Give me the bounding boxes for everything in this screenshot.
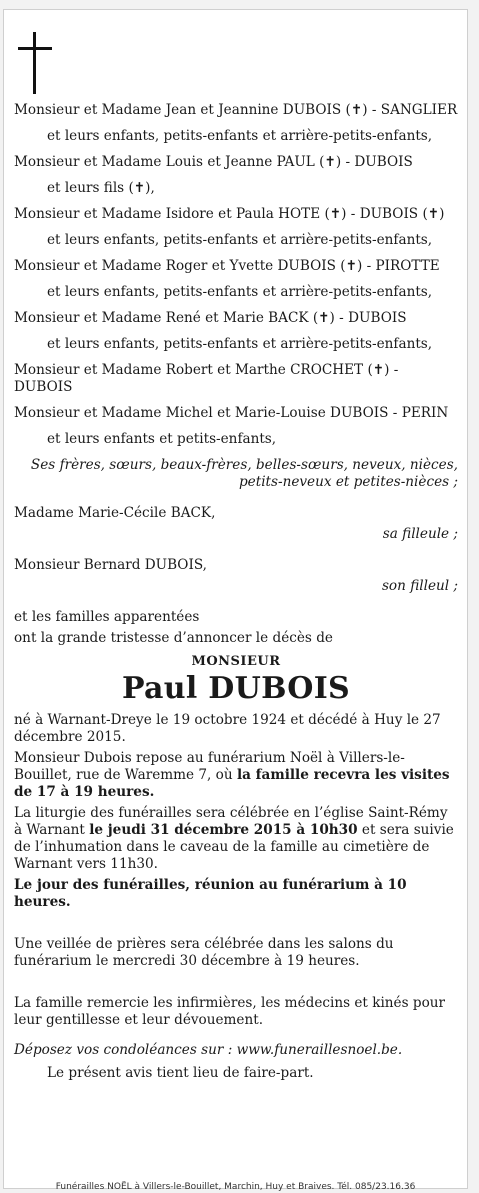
notice-line: Le présent avis tient lieu de faire-part. (47, 1065, 314, 1081)
birth-death-line: né à Warnant-Dreye le 19 octobre 1924 et décédé à Huy le 27 décembre 2015. (14, 712, 441, 745)
godchild-role: sa filleule ; (382, 526, 458, 542)
godchild-name: Madame Marie-Cécile BACK, (14, 505, 216, 521)
family-line: et leurs enfants, petits-enfants et arrière-petits-enfants, (47, 232, 433, 248)
family-line: Monsieur et Madame René et Marie BACK (✝) - DUBOIS (14, 310, 407, 326)
family-line: et leurs fils (✝), (47, 180, 155, 196)
family-line: Monsieur et Madame Louis et Jeanne PAUL (✝) - DUBOIS (14, 154, 413, 170)
liturgy-text: La liturgie des funérailles sera célébrée en l’église Saint-Rémy à Warnant (14, 805, 448, 838)
obituary-card (3, 9, 468, 1192)
family-line: Monsieur et Madame Robert et Marthe CROCHET (✝) - DUBOIS (14, 362, 399, 395)
siblings-line: Ses frères, sœurs, beaux-frères, belles-sœurs, neveux, nièces, petits-neveux et petites-nièces ; (30, 457, 458, 490)
announce-line: ont la grande tristesse d’annoncer le décès de (14, 630, 333, 646)
family-line: Monsieur et Madame Isidore et Paula HOTE (✝) - DUBOIS (✝) (14, 206, 445, 222)
family-line: et leurs enfants, petits-enfants et arrière-petits-enfants, (47, 128, 433, 144)
liturgy-paragraph (14, 805, 458, 873)
godchild-name: Monsieur Bernard DUBOIS, (14, 557, 207, 573)
godchild-role: son filleul ; (381, 578, 458, 594)
repose-text: Monsieur Dubois repose au funérarium Noël à Villers-le-Bouillet, rue de Waremme 7, où (14, 750, 405, 783)
deceased-name: Paul DUBOIS (121, 671, 351, 706)
family-line: et leurs enfants, petits-enfants et arrière-petits-enfants, (47, 336, 433, 352)
liturgy-date: le jeudi 31 décembre 2015 à 10h30 (89, 822, 358, 838)
honorific: MONSIEUR (191, 654, 281, 669)
cross-icon (18, 32, 52, 94)
condolences-line: Déposez vos condoléances sur : www.funeraillesnoel.be. (14, 1042, 403, 1058)
obituary-text (14, 102, 458, 1091)
family-line: et leurs enfants et petits-enfants, (47, 431, 277, 447)
family-line: Monsieur et Madame Roger et Yvette DUBOIS (✝) - PIROTTE (14, 258, 440, 274)
family-line: Monsieur et Madame Michel et Marie-Louise DUBOIS - PERIN (14, 405, 449, 421)
thanks-paragraph: La famille remercie les infirmières, les médecins et kinés pour leur gentillesse et leur dévouement. (14, 995, 446, 1028)
funeral-home-footer: Funérailles NOËL à Villers-le-Bouillet, Marchin, Huy et Braives. Tél. 085/23.16.36 (55, 1182, 416, 1192)
visits-text: la famille recevra les visites de 17 à 19 heures. (14, 767, 450, 800)
announce-line: et les familles apparentées (14, 609, 200, 625)
family-line: Monsieur et Madame Jean et Jeannine DUBOIS (✝) - SANGLIER (14, 102, 458, 118)
family-line: et leurs enfants, petits-enfants et arrière-petits-enfants, (47, 284, 433, 300)
reunion-line: Le jour des funérailles, réunion au funérarium à 10 heures. (14, 877, 407, 910)
vigil-paragraph: Une veillée de prières sera célébrée dans les salons du funérarium le mercredi 30 décembre à 19 heures. (14, 936, 394, 969)
liturgy-text-end: et sera suivie de l’inhumation dans le caveau de la famille au cimetière de Warnant vers 11h30. (14, 822, 454, 872)
repose-paragraph (14, 750, 458, 801)
